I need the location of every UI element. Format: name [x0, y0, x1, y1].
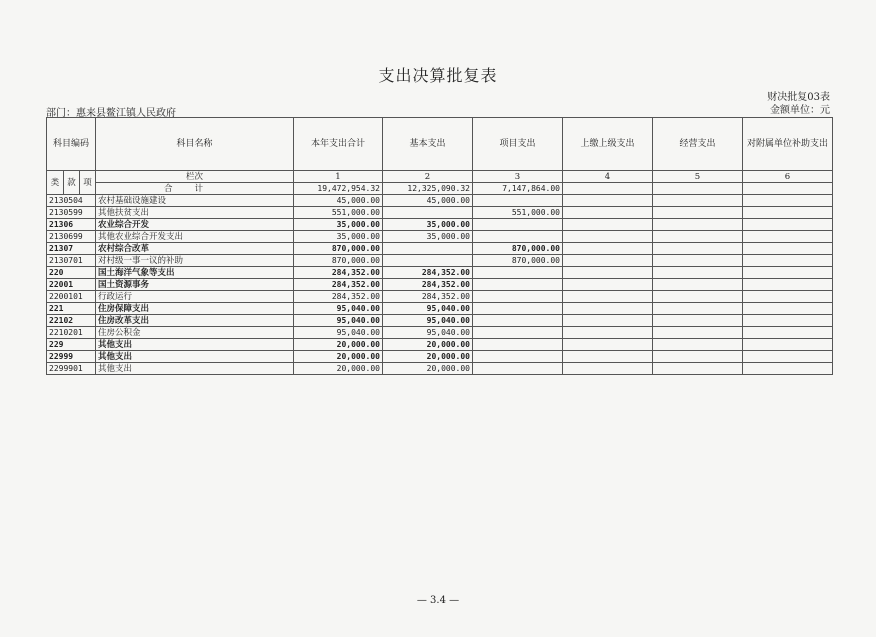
col-index-6: 6	[743, 171, 833, 183]
row-project	[473, 267, 563, 279]
row-name: 国土资源事务	[96, 279, 294, 291]
header-basic: 基本支出	[383, 118, 473, 171]
row-code: 22001	[47, 279, 96, 291]
row-total: 284,352.00	[294, 279, 383, 291]
row-total: 870,000.00	[294, 255, 383, 267]
row-code: 22102	[47, 315, 96, 327]
row-name: 住房改革支出	[96, 315, 294, 327]
row-name: 农业综合开发	[96, 219, 294, 231]
row-project	[473, 279, 563, 291]
row-subsidy	[743, 327, 833, 339]
row-subsidy	[743, 195, 833, 207]
row-business	[653, 219, 743, 231]
row-basic: 284,352.00	[383, 267, 473, 279]
total-business	[653, 183, 743, 195]
row-subsidy	[743, 255, 833, 267]
row-upper	[563, 195, 653, 207]
header-subsidy: 对附属单位补助支出	[743, 118, 833, 171]
row-upper	[563, 327, 653, 339]
row-project	[473, 363, 563, 375]
col-index-3: 3	[473, 171, 563, 183]
row-basic: 284,352.00	[383, 291, 473, 303]
total-basic: 12,325,090.32	[383, 183, 473, 195]
row-name: 国土海洋气象等支出	[96, 267, 294, 279]
row-total: 95,040.00	[294, 303, 383, 315]
table-row	[47, 279, 833, 291]
row-upper	[563, 267, 653, 279]
total-subsidy	[743, 183, 833, 195]
table-row	[47, 351, 833, 363]
row-business	[653, 303, 743, 315]
row-basic: 20,000.00	[383, 339, 473, 351]
row-code: 2130699	[47, 231, 96, 243]
row-subsidy	[743, 231, 833, 243]
row-code: 2130599	[47, 207, 96, 219]
row-business	[653, 207, 743, 219]
row-code: 2299901	[47, 363, 96, 375]
total-upper	[563, 183, 653, 195]
row-subsidy	[743, 219, 833, 231]
row-total: 870,000.00	[294, 243, 383, 255]
row-project	[473, 231, 563, 243]
row-total: 20,000.00	[294, 339, 383, 351]
row-subsidy	[743, 339, 833, 351]
header-row	[47, 118, 833, 171]
kuan-label: 款	[64, 171, 80, 195]
row-upper	[563, 291, 653, 303]
row-project: 870,000.00	[473, 243, 563, 255]
col-index-4: 4	[563, 171, 653, 183]
table-row	[47, 243, 833, 255]
row-basic: 45,000.00	[383, 195, 473, 207]
header-project: 项目支出	[473, 118, 563, 171]
header-code: 科目编码	[47, 118, 96, 171]
table-row	[47, 195, 833, 207]
lei-label: 类	[47, 171, 64, 195]
row-subsidy	[743, 243, 833, 255]
row-basic	[383, 255, 473, 267]
row-subsidy	[743, 351, 833, 363]
row-total: 20,000.00	[294, 351, 383, 363]
row-name: 农村基础设施建设	[96, 195, 294, 207]
row-name: 行政运行	[96, 291, 294, 303]
row-basic	[383, 243, 473, 255]
row-basic: 20,000.00	[383, 363, 473, 375]
row-project	[473, 219, 563, 231]
col-index-2: 2	[383, 171, 473, 183]
row-project	[473, 327, 563, 339]
row-business	[653, 279, 743, 291]
total-label: 合计	[96, 183, 294, 195]
row-code: 22999	[47, 351, 96, 363]
row-upper	[563, 279, 653, 291]
row-code: 2130701	[47, 255, 96, 267]
row-upper	[563, 339, 653, 351]
header-total: 本年支出合计	[294, 118, 383, 171]
row-total: 45,000.00	[294, 195, 383, 207]
row-total: 551,000.00	[294, 207, 383, 219]
row-total: 95,040.00	[294, 327, 383, 339]
row-code: 2130504	[47, 195, 96, 207]
row-name: 其他农业综合开发支出	[96, 231, 294, 243]
table-row	[47, 219, 833, 231]
row-subsidy	[743, 207, 833, 219]
row-basic: 95,040.00	[383, 327, 473, 339]
row-subsidy	[743, 315, 833, 327]
row-name: 住房公积金	[96, 327, 294, 339]
row-total: 284,352.00	[294, 267, 383, 279]
total-amount: 19,472,954.32	[294, 183, 383, 195]
row-business	[653, 327, 743, 339]
row-code: 2200101	[47, 291, 96, 303]
row-project: 551,000.00	[473, 207, 563, 219]
page-number: — 3.4 —	[416, 595, 460, 606]
amount-unit-label: 金额单位：元	[770, 105, 830, 116]
row-upper	[563, 315, 653, 327]
row-subsidy	[743, 279, 833, 291]
row-name: 其他支出	[96, 339, 294, 351]
row-code: 220	[47, 267, 96, 279]
column-index-row	[47, 171, 833, 183]
row-business	[653, 339, 743, 351]
table-row	[47, 327, 833, 339]
col-index-1: 1	[294, 171, 383, 183]
form-number: 财决批复03表	[767, 92, 830, 103]
row-upper	[563, 231, 653, 243]
row-total: 284,352.00	[294, 291, 383, 303]
row-subsidy	[743, 291, 833, 303]
row-subsidy	[743, 363, 833, 375]
lanci-label: 栏次	[96, 171, 294, 183]
header-business: 经营支出	[653, 118, 743, 171]
row-business	[653, 243, 743, 255]
row-project	[473, 303, 563, 315]
row-project	[473, 291, 563, 303]
col-index-5: 5	[653, 171, 743, 183]
row-business	[653, 351, 743, 363]
table-row	[47, 303, 833, 315]
expenditure-table	[46, 117, 833, 375]
row-basic: 95,040.00	[383, 315, 473, 327]
header-name: 科目名称	[96, 118, 294, 171]
row-basic: 20,000.00	[383, 351, 473, 363]
row-subsidy	[743, 267, 833, 279]
row-total: 95,040.00	[294, 315, 383, 327]
row-name: 住房保障支出	[96, 303, 294, 315]
total-row	[47, 183, 833, 195]
department-label: 部门：惠来县鳌江镇人民政府	[46, 108, 176, 119]
row-project	[473, 339, 563, 351]
row-name: 其他支出	[96, 351, 294, 363]
row-business	[653, 315, 743, 327]
row-upper	[563, 303, 653, 315]
row-code: 21306	[47, 219, 96, 231]
header-upper: 上缴上级支出	[563, 118, 653, 171]
row-code: 21307	[47, 243, 96, 255]
row-upper	[563, 207, 653, 219]
row-upper	[563, 219, 653, 231]
row-business	[653, 255, 743, 267]
table-row	[47, 231, 833, 243]
row-project: 870,000.00	[473, 255, 563, 267]
row-code: 221	[47, 303, 96, 315]
row-business	[653, 231, 743, 243]
table-row	[47, 255, 833, 267]
row-basic	[383, 207, 473, 219]
row-basic: 95,040.00	[383, 303, 473, 315]
row-basic: 35,000.00	[383, 231, 473, 243]
row-subsidy	[743, 303, 833, 315]
row-upper	[563, 351, 653, 363]
row-business	[653, 291, 743, 303]
page-title: 支出决算批复表	[378, 66, 498, 85]
row-business	[653, 195, 743, 207]
row-code: 229	[47, 339, 96, 351]
row-basic: 35,000.00	[383, 219, 473, 231]
row-code: 2210201	[47, 327, 96, 339]
row-name: 其他支出	[96, 363, 294, 375]
row-project	[473, 351, 563, 363]
xiang-label: 项	[80, 171, 96, 195]
row-total: 35,000.00	[294, 219, 383, 231]
row-name: 对村级一事一议的补助	[96, 255, 294, 267]
row-upper	[563, 363, 653, 375]
table-row	[47, 291, 833, 303]
row-name: 农村综合改革	[96, 243, 294, 255]
table-row	[47, 363, 833, 375]
row-total: 35,000.00	[294, 231, 383, 243]
table-row	[47, 267, 833, 279]
row-project	[473, 195, 563, 207]
row-basic: 284,352.00	[383, 279, 473, 291]
row-name: 其他扶贫支出	[96, 207, 294, 219]
row-project	[473, 315, 563, 327]
table-row	[47, 339, 833, 351]
table-row	[47, 315, 833, 327]
row-business	[653, 267, 743, 279]
row-upper	[563, 255, 653, 267]
total-project: 7,147,864.00	[473, 183, 563, 195]
row-total: 20,000.00	[294, 363, 383, 375]
row-upper	[563, 243, 653, 255]
table-row	[47, 207, 833, 219]
row-business	[653, 363, 743, 375]
